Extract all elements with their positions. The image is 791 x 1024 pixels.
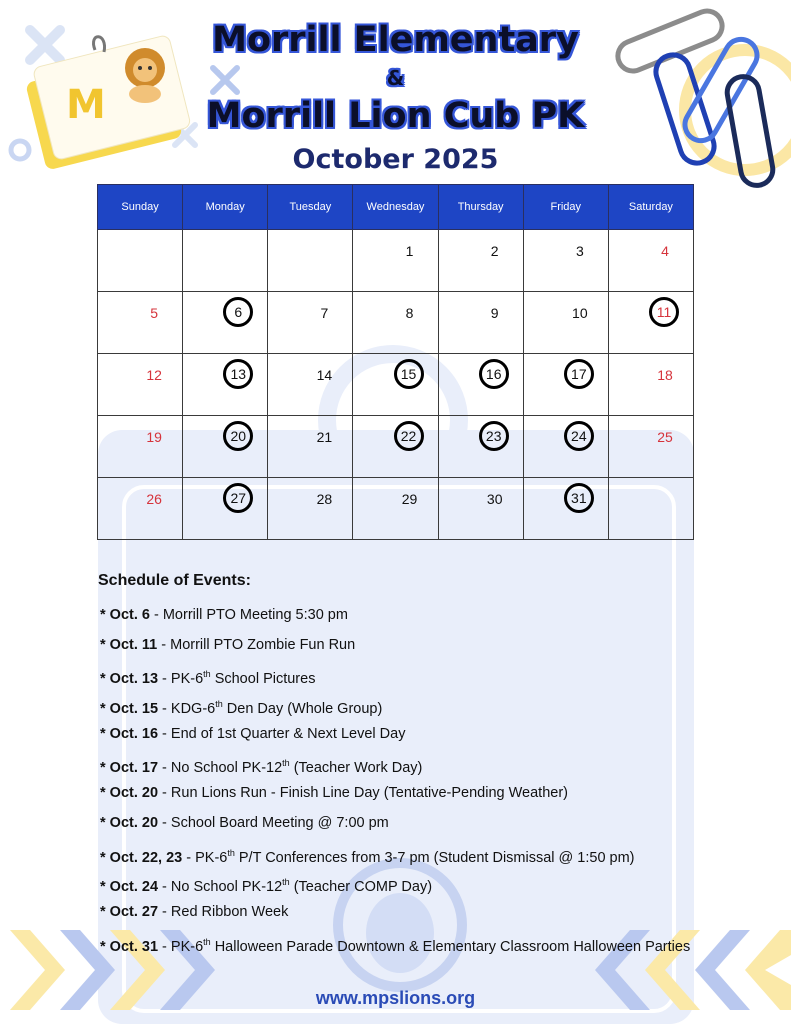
event-description: - School Board Meeting @ 7:00 pm: [158, 814, 389, 831]
event-item: [100, 694, 690, 724]
weekday-wednesday: Wednesday: [353, 185, 438, 230]
event-date: * Oct. 15: [100, 700, 159, 717]
day-number: 26: [146, 491, 162, 507]
calendar-day-cell: [438, 416, 523, 478]
calendar-day-cell: [608, 354, 693, 416]
calendar-day-cell: [608, 478, 693, 540]
day-number: 7: [320, 305, 329, 321]
event-day-number: 27: [223, 483, 253, 513]
ordinal-suffix: th: [227, 847, 235, 858]
event-description: - Run Lions Run - Finish Line Day (Tentative-Pending Weather): [158, 785, 568, 802]
event-date: * Oct. 31: [100, 938, 159, 955]
calendar-day-cell: [438, 354, 523, 416]
calendar-week-row: [98, 416, 694, 478]
day-number: 21: [316, 429, 333, 445]
events-list: [100, 605, 690, 961]
calendar-day-cell: [353, 230, 438, 292]
event-item: [100, 664, 690, 694]
calendar-day-cell: [353, 354, 438, 416]
event-item: [100, 902, 690, 932]
calendar-day-cell: [98, 230, 183, 292]
event-day-number: 17: [564, 359, 594, 389]
day-number: 9: [490, 305, 499, 321]
day-number: 18: [657, 367, 673, 383]
website-link[interactable]: www.mpslions.org: [315, 988, 476, 1008]
calendar-day-cell: [268, 354, 353, 416]
event-day-number: 6: [223, 297, 253, 327]
event-description-tail: School Pictures: [210, 671, 316, 688]
calendar-week-row: [98, 478, 694, 540]
calendar-week-row: [98, 292, 694, 354]
calendar-day-cell: [183, 292, 268, 354]
event-description: - No School PK-12: [158, 760, 283, 777]
event-day-number: 22: [394, 421, 424, 451]
calendar-day-cell: [353, 478, 438, 540]
event-day-number: 16: [479, 359, 509, 389]
event-day-number: 31: [564, 483, 594, 513]
day-number: 14: [316, 367, 333, 383]
calendar-day-cell: [353, 292, 438, 354]
day-number: 8: [405, 305, 414, 321]
event-day-number: 13: [223, 359, 253, 389]
day-number: 4: [661, 243, 669, 259]
title-ampersand: &: [386, 66, 405, 90]
weekday-thursday: Thursday: [438, 185, 523, 230]
day-number: 19: [146, 429, 162, 445]
event-description: - PK-6: [182, 849, 228, 866]
weekday-saturday: Saturday: [608, 185, 693, 230]
event-date: * Oct. 6: [100, 607, 150, 623]
event-item: [100, 753, 690, 783]
event-description-tail: Halloween Parade Downtown & Elementary Classroom Halloween Parties: [210, 938, 691, 955]
event-day-number: 23: [479, 421, 509, 451]
month-title: October 2025: [292, 144, 499, 175]
weekday-tuesday: Tuesday: [268, 185, 353, 230]
event-item: [100, 843, 690, 873]
event-day-number: 20: [223, 421, 253, 451]
event-description-tail: (Teacher COMP Day): [289, 879, 433, 896]
calendar-day-cell: [438, 478, 523, 540]
calendar-day-cell: [523, 230, 608, 292]
calendar-day-cell: [523, 292, 608, 354]
calendar-day-cell: [268, 292, 353, 354]
ordinal-suffix: th: [215, 699, 223, 710]
event-date: * Oct. 22, 23: [100, 849, 183, 866]
badge-letter: M: [66, 82, 106, 128]
calendar-day-cell: [523, 478, 608, 540]
calendar-day-cell: [183, 416, 268, 478]
event-item: [100, 783, 690, 813]
event-description-tail: (Teacher Work Day): [289, 760, 423, 777]
day-number: 12: [146, 367, 162, 383]
event-item: [100, 724, 690, 754]
ordinal-suffix: th: [203, 936, 211, 947]
day-number: 3: [575, 243, 584, 259]
weekday-sunday: Sunday: [98, 185, 183, 230]
calendar-day-cell: [608, 230, 693, 292]
event-description: - Morrill PTO Meeting 5:30 pm: [149, 607, 348, 623]
ordinal-suffix: th: [203, 669, 211, 680]
calendar-day-cell: [268, 230, 353, 292]
calendar-day-cell: [523, 416, 608, 478]
event-day-number: 24: [564, 421, 594, 451]
calendar-day-cell: [98, 416, 183, 478]
day-number: 1: [405, 243, 414, 259]
day-number: 10: [572, 305, 588, 321]
event-date: * Oct. 20: [100, 814, 159, 831]
event-date: * Oct. 16: [100, 725, 159, 742]
day-number: 28: [316, 491, 333, 507]
calendar-day-cell: [183, 230, 268, 292]
calendar-week-row: [98, 354, 694, 416]
calendar-day-cell: [438, 230, 523, 292]
event-description: - No School PK-12: [158, 879, 283, 896]
pk-title: Morrill Lion Cub PK: [206, 96, 585, 136]
calendar-day-cell: [608, 292, 693, 354]
weekday-monday: Monday: [183, 185, 268, 230]
schedule-title: Schedule of Events:: [98, 572, 251, 589]
event-description: - Morrill PTO Zombie Fun Run: [157, 636, 356, 653]
event-item: [100, 635, 690, 665]
event-day-number: 11: [649, 297, 679, 327]
event-description-tail: P/T Conferences from 3-7 pm (Student Dismissal @ 1:50 pm): [234, 849, 635, 866]
weekday-header-row: [98, 185, 694, 230]
event-item: [100, 872, 690, 902]
event-item: [100, 605, 690, 635]
school-title: Morrill Elementary: [212, 20, 579, 60]
calendar-week-row: [98, 230, 694, 292]
calendar-day-cell: [608, 416, 693, 478]
event-description: - PK-6: [158, 671, 204, 688]
event-date: * Oct. 20: [100, 785, 159, 802]
event-date: * Oct. 27: [100, 903, 159, 920]
event-description: - KDG-6: [158, 700, 216, 717]
event-item: [100, 813, 690, 843]
calendar-day-cell: [183, 478, 268, 540]
event-day-number: 15: [394, 359, 424, 389]
calendar-day-cell: [438, 292, 523, 354]
calendar-day-cell: [98, 292, 183, 354]
calendar-day-cell: [268, 478, 353, 540]
ordinal-suffix: th: [282, 758, 290, 769]
calendar-day-cell: [523, 354, 608, 416]
day-number: 5: [150, 305, 159, 321]
event-date: * Oct. 11: [100, 636, 158, 653]
event-description: - End of 1st Quarter & Next Level Day: [158, 725, 406, 742]
weekday-friday: Friday: [523, 185, 608, 230]
event-date: * Oct. 13: [100, 671, 159, 688]
ordinal-suffix: th: [282, 877, 290, 888]
calendar-day-cell: [268, 416, 353, 478]
day-number: 29: [401, 491, 418, 507]
calendar-day-cell: [98, 354, 183, 416]
calendar-day-cell: [353, 416, 438, 478]
day-number: 2: [490, 243, 499, 259]
event-description-tail: Den Day (Whole Group): [222, 700, 383, 717]
event-date: * Oct. 24: [100, 879, 159, 896]
calendar-day-cell: [98, 478, 183, 540]
event-description: - Red Ribbon Week: [158, 903, 289, 920]
day-number: 25: [657, 429, 673, 445]
event-item: [100, 932, 690, 962]
calendar-day-cell: [183, 354, 268, 416]
calendar-grid: [97, 184, 694, 540]
event-description: - PK-6: [158, 938, 204, 955]
day-number: 30: [486, 491, 503, 507]
event-date: * Oct. 17: [100, 760, 159, 777]
